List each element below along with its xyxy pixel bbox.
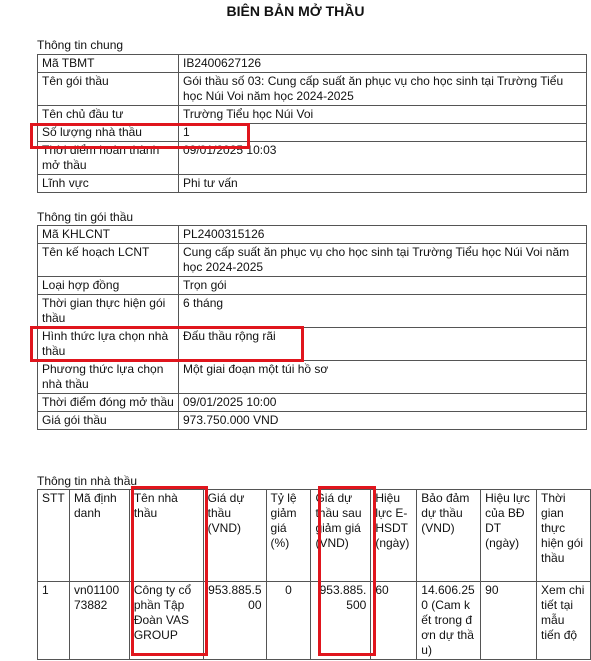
contractors-table bbox=[37, 489, 591, 660]
row-label: Mã KHLCNT bbox=[38, 226, 179, 244]
row-value: Phi tư vấn bbox=[179, 175, 587, 193]
cell-guarantee-validity: 90 bbox=[481, 582, 537, 660]
row-label: Thời gian thực hiện gói thầu bbox=[38, 295, 179, 328]
table-row bbox=[38, 412, 587, 430]
row-value: 1 bbox=[179, 124, 587, 142]
table-row bbox=[38, 142, 587, 175]
row-label: Lĩnh vực bbox=[38, 175, 179, 193]
table-row bbox=[38, 226, 587, 244]
row-value: Cung cấp suất ăn phục vụ cho học sinh tại Trường Tiểu học Núi Voi năm học 2024-2025 bbox=[179, 244, 587, 277]
header-duration: Thời gian thực hiện gói thầu bbox=[537, 490, 591, 582]
table-header-row bbox=[38, 490, 591, 582]
table-row bbox=[38, 124, 587, 142]
row-value: 09/01/2025 10:00 bbox=[179, 394, 587, 412]
row-value: IB2400627126 bbox=[179, 55, 587, 73]
row-value: 6 tháng bbox=[179, 295, 587, 328]
row-value: Đấu thầu rộng rãi bbox=[179, 328, 587, 361]
table-row bbox=[38, 55, 587, 73]
row-label: Mã TBMT bbox=[38, 55, 179, 73]
row-label: Tên kế hoạch LCNT bbox=[38, 244, 179, 277]
cell-discount: 0 bbox=[266, 582, 311, 660]
package-info-table bbox=[37, 225, 587, 430]
row-label: Giá gói thầu bbox=[38, 412, 179, 430]
header-bid-after-discount: Giá dự thầu sau giảm giá (VND) bbox=[311, 490, 371, 582]
row-label: Tên chủ đầu tư bbox=[38, 106, 179, 124]
row-value: 973.750.000 VND bbox=[179, 412, 587, 430]
header-guarantee-validity: Hiệu lực của BĐ DT (ngày) bbox=[481, 490, 537, 582]
row-label: Tên gói thầu bbox=[38, 73, 179, 106]
row-label: Loại hợp đồng bbox=[38, 277, 179, 295]
cell-bid-price: 953.885.500 bbox=[203, 582, 266, 660]
table-row bbox=[38, 73, 587, 106]
header-guarantee: Bảo đảm dự thầu (VND) bbox=[417, 490, 481, 582]
cell-guarantee: 14.606.250 (Cam kết trong đơn dự thầu) bbox=[417, 582, 481, 660]
table-row bbox=[38, 394, 587, 412]
row-label: Thời điểm hoàn thành mở thầu bbox=[38, 142, 179, 175]
cell-duration: Xem chi tiết tại mẫu tiến độ bbox=[537, 582, 591, 660]
cell-name: Công ty cổ phần Tập Đoàn VAS GROUP bbox=[129, 582, 203, 660]
table-row bbox=[38, 361, 587, 394]
table-row bbox=[38, 106, 587, 124]
cell-validity: 60 bbox=[371, 582, 417, 660]
row-label: Phương thức lựa chọn nhà thầu bbox=[38, 361, 179, 394]
table-row bbox=[38, 277, 587, 295]
header-discount: Tỷ lệ giảm giá (%) bbox=[266, 490, 311, 582]
general-heading: Thông tin chung bbox=[37, 38, 124, 52]
row-value: Trường Tiểu học Núi Voi bbox=[179, 106, 587, 124]
row-value: Một giai đoạn một túi hồ sơ bbox=[179, 361, 587, 394]
table-row bbox=[38, 295, 587, 328]
general-info-table bbox=[37, 54, 587, 193]
header-validity: Hiệu lực E-HSDT (ngày) bbox=[371, 490, 417, 582]
header-stt: STT bbox=[38, 490, 70, 582]
header-name: Tên nhà thầu bbox=[129, 490, 203, 582]
table-row bbox=[38, 244, 587, 277]
package-heading: Thông tin gói thầu bbox=[37, 210, 134, 224]
contractors-heading: Thông tin nhà thầu bbox=[37, 474, 138, 488]
table-row bbox=[38, 328, 587, 361]
row-label: Số lượng nhà thầu bbox=[38, 124, 179, 142]
row-label: Hình thức lựa chọn nhà thầu bbox=[38, 328, 179, 361]
row-value: PL2400315126 bbox=[179, 226, 587, 244]
cell-id: vn0110073882 bbox=[69, 582, 129, 660]
cell-bid-after-discount: 953.885.500 bbox=[311, 582, 371, 660]
header-bid-price: Giá dự thầu (VND) bbox=[203, 490, 266, 582]
row-value: 09/01/2025 10:03 bbox=[179, 142, 587, 175]
cell-stt: 1 bbox=[38, 582, 70, 660]
table-row bbox=[38, 175, 587, 193]
page-title: BIÊN BẢN MỞ THẦU bbox=[226, 3, 365, 19]
row-label: Thời điểm đóng mở thầu bbox=[38, 394, 179, 412]
row-value: Trọn gói bbox=[179, 277, 587, 295]
row-value: Gói thầu số 03: Cung cấp suất ăn phục vụ cho học sinh tại Trường Tiểu học Núi Voi năm học 2024-2025 bbox=[179, 73, 587, 106]
header-id: Mã định danh bbox=[69, 490, 129, 582]
table-row bbox=[38, 582, 591, 660]
